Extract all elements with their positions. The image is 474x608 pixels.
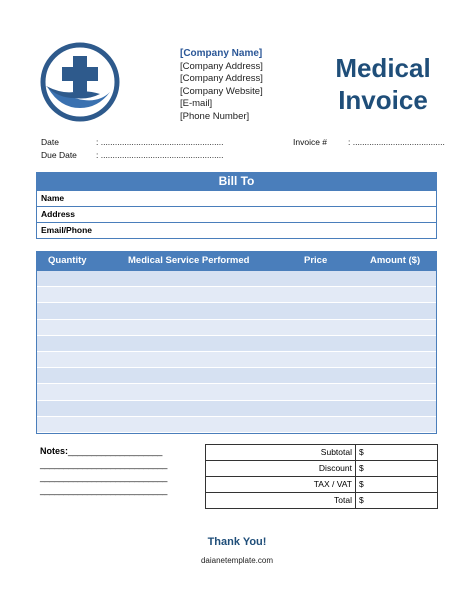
invoice-title xyxy=(318,52,448,116)
company-line: [Company Address] xyxy=(180,60,263,72)
services-table-header xyxy=(36,251,437,271)
company-line: [Company Website] xyxy=(180,85,263,97)
table-row[interactable] xyxy=(37,336,436,352)
col-price: Price xyxy=(304,255,328,266)
table-row[interactable] xyxy=(37,401,436,417)
subtotal-currency: $ xyxy=(359,447,364,457)
subtotal-row[interactable] xyxy=(206,445,437,461)
due-date-field[interactable]: : .................................................... xyxy=(96,150,224,160)
table-row[interactable] xyxy=(37,271,436,287)
table-row[interactable] xyxy=(37,287,436,303)
medical-logo-icon xyxy=(40,42,120,122)
notes-line[interactable]: ____________________ xyxy=(68,446,163,456)
col-service: Medical Service Performed xyxy=(128,255,250,266)
table-row[interactable] xyxy=(37,352,436,368)
total-currency: $ xyxy=(359,495,364,505)
company-line: [E-mail] xyxy=(180,98,213,110)
discount-currency: $ xyxy=(359,463,364,473)
services-table xyxy=(36,251,437,434)
notes-line[interactable]: ___________________________ xyxy=(40,472,168,482)
bill-to-header: Bill To xyxy=(36,172,437,191)
total-row[interactable] xyxy=(206,493,437,508)
tax-currency: $ xyxy=(359,479,364,489)
invoice-number-field[interactable]: : ....................................... xyxy=(348,137,445,147)
notes xyxy=(40,446,167,495)
company-name: [Company Name] xyxy=(180,48,263,59)
company-info xyxy=(180,48,263,124)
date-label: Date xyxy=(41,137,59,147)
table-row[interactable] xyxy=(37,303,436,319)
total-label: Total xyxy=(334,495,352,505)
title-line-1: Medical xyxy=(335,53,431,83)
tax-label: TAX / VAT xyxy=(313,479,352,489)
date-field[interactable]: : .................................................... xyxy=(96,137,224,147)
notes-line[interactable]: ___________________________ xyxy=(40,459,168,469)
col-quantity: Quantity xyxy=(48,255,87,266)
bill-to-table xyxy=(36,191,437,239)
table-row[interactable] xyxy=(37,320,436,336)
discount-row[interactable] xyxy=(206,461,437,477)
table-row[interactable] xyxy=(37,417,436,433)
subtotal-label: Subtotal xyxy=(320,447,352,457)
due-date-label: Due Date xyxy=(41,150,77,160)
company-line: [Company Address] xyxy=(180,73,263,85)
notes-label: Notes: xyxy=(40,446,69,456)
bill-to-address[interactable]: Address xyxy=(37,207,436,223)
totals-table xyxy=(205,444,438,509)
notes-line[interactable]: ___________________________ xyxy=(40,485,168,495)
discount-label: Discount xyxy=(318,463,352,473)
company-line: [Phone Number] xyxy=(180,110,250,122)
title-line-2: Invoice xyxy=(338,85,428,115)
col-amount: Amount ($) xyxy=(370,255,421,266)
thank-you-text: Thank You! xyxy=(207,536,267,548)
services-table-body xyxy=(36,271,437,434)
bill-to-email-phone[interactable]: Email/Phone xyxy=(41,225,93,235)
table-row[interactable] xyxy=(37,384,436,400)
website-link[interactable]: daianetemplate.com xyxy=(200,556,274,565)
bill-to-name[interactable]: Name xyxy=(37,191,436,207)
table-row[interactable] xyxy=(37,368,436,384)
tax-row[interactable] xyxy=(206,477,437,493)
invoice-number-label: Invoice # xyxy=(293,137,328,147)
